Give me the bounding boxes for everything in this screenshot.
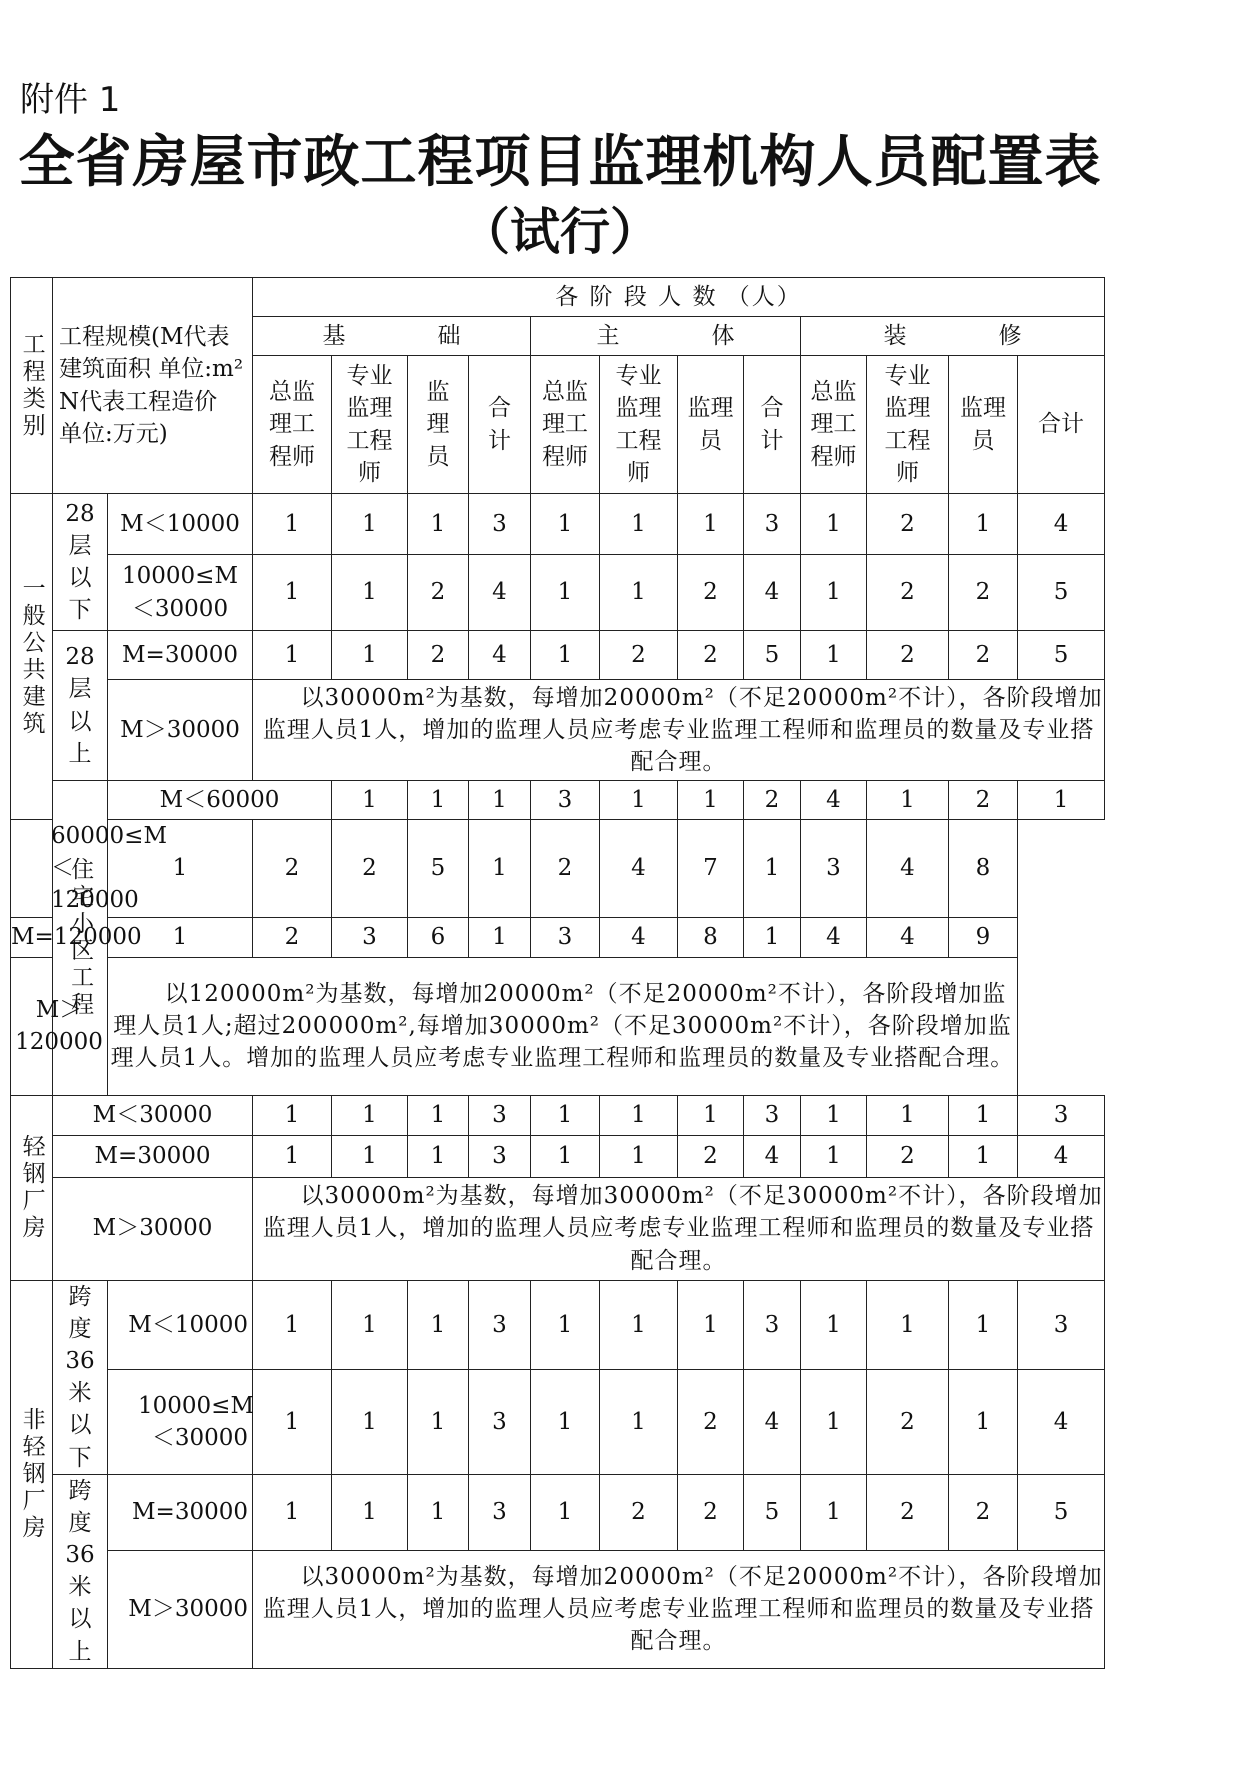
value-cell: 3 <box>332 917 408 957</box>
value-cell: 4 <box>744 1135 801 1177</box>
increment-note: 以30000m²为基数，每增加30000m²（不足30000m²不计），各阶段增加监理人员1人，增加的监理人员应考虑专业监理工程师和监理员的数量及专业搭配合理。 <box>253 1177 1105 1280</box>
value-cell: 3 <box>801 820 867 918</box>
value-cell: 4 <box>600 820 678 918</box>
value-cell: 1 <box>531 631 600 680</box>
subcategory-high: 跨度36米以上 <box>53 1474 108 1668</box>
value-cell: 4 <box>469 631 531 680</box>
header-total: 合计 <box>744 356 801 494</box>
value-cell: 2 <box>253 917 332 957</box>
increment-note: 以30000m²为基数，每增加20000m²（不足20000m²不计），各阶段增加监理人员1人，增加的监理人员应考虑专业监理工程师和监理员的数量及专业搭配合理。 <box>253 680 1105 781</box>
value-cell: 1 <box>600 1095 678 1135</box>
category-non-light-steel: 非轻钢厂房 <box>11 1280 53 1668</box>
header-chief: 总监理工程师 <box>253 356 332 494</box>
value-cell: 1 <box>332 1135 408 1177</box>
value-cell: 1 <box>531 555 600 631</box>
header-category: 工程类别 <box>11 278 53 494</box>
value-cell: 1 <box>408 781 469 820</box>
value-cell: 1 <box>1018 781 1105 820</box>
header-supervisor: 监理员 <box>949 356 1018 494</box>
scale-cell: 10000≤M＜30000 <box>108 1370 253 1475</box>
scale-cell: M=30000 <box>108 1474 253 1550</box>
value-cell: 1 <box>949 1095 1018 1135</box>
value-cell: 3 <box>469 494 531 555</box>
value-cell: 1 <box>531 1474 600 1550</box>
value-cell: 4 <box>744 1370 801 1475</box>
value-cell: 1 <box>408 1474 469 1550</box>
value-cell: 3 <box>469 1370 531 1475</box>
value-cell: 4 <box>1018 494 1105 555</box>
table-row <box>11 1177 1105 1280</box>
value-cell: 1 <box>531 1135 600 1177</box>
value-cell: 1 <box>253 631 332 680</box>
value-cell: 3 <box>531 781 600 820</box>
value-cell: 6 <box>408 917 469 957</box>
value-cell: 2 <box>949 555 1018 631</box>
table-row <box>11 555 1105 631</box>
value-cell: 2 <box>678 631 744 680</box>
value-cell: 1 <box>600 555 678 631</box>
scale-cell: M＜10000 <box>108 494 253 555</box>
value-cell: 1 <box>253 1135 332 1177</box>
value-cell: 2 <box>867 494 949 555</box>
value-cell: 4 <box>801 781 867 820</box>
value-cell: 1 <box>744 820 801 918</box>
scale-cell: M＜30000 <box>53 1095 253 1135</box>
value-cell: 1 <box>408 494 469 555</box>
value-cell: 1 <box>332 1095 408 1135</box>
value-cell: 2 <box>678 1474 744 1550</box>
value-cell: 4 <box>744 555 801 631</box>
value-cell: 1 <box>600 494 678 555</box>
table-row <box>11 1550 1105 1668</box>
value-cell: 1 <box>678 494 744 555</box>
value-cell: 8 <box>678 917 744 957</box>
value-cell: 1 <box>801 494 867 555</box>
value-cell: 4 <box>600 917 678 957</box>
header-specialist: 专业监理工程师 <box>332 356 408 494</box>
value-cell: 4 <box>1018 1135 1105 1177</box>
value-cell: 3 <box>469 1474 531 1550</box>
value-cell: 1 <box>253 494 332 555</box>
subcategory-low: 跨度36米以下 <box>53 1280 108 1474</box>
value-cell: 2 <box>408 631 469 680</box>
value-cell: 2 <box>949 781 1018 820</box>
scale-cell: 60000≤M＜120000 <box>11 820 108 918</box>
value-cell: 5 <box>744 1474 801 1550</box>
value-cell: 3 <box>744 1280 801 1370</box>
table-row <box>11 631 1105 680</box>
scale-cell: M＞120000 <box>11 957 108 1095</box>
value-cell: 1 <box>801 1370 867 1475</box>
page-title: 全省房屋市政工程项目监理机构人员配置表 <box>18 130 1102 195</box>
table-row <box>11 1135 1105 1177</box>
value-cell: 1 <box>867 781 949 820</box>
value-cell: 1 <box>801 1280 867 1370</box>
value-cell: 1 <box>744 917 801 957</box>
value-cell: 1 <box>469 820 531 918</box>
value-cell: 1 <box>332 555 408 631</box>
value-cell: 1 <box>678 1280 744 1370</box>
value-cell: 2 <box>600 631 678 680</box>
subcategory-high: 28层以上 <box>53 631 108 781</box>
category-public: 一般公共建筑 <box>11 494 53 820</box>
value-cell: 1 <box>253 1370 332 1475</box>
value-cell: 3 <box>744 1095 801 1135</box>
value-cell: 1 <box>253 1474 332 1550</box>
value-cell: 1 <box>678 1095 744 1135</box>
scale-cell: 10000≤M＜30000 <box>108 555 253 631</box>
value-cell: 1 <box>408 1095 469 1135</box>
value-cell: 5 <box>1018 555 1105 631</box>
value-cell: 2 <box>408 555 469 631</box>
value-cell: 1 <box>531 494 600 555</box>
table-row <box>11 820 1105 918</box>
scale-cell: M=30000 <box>108 631 253 680</box>
table-row <box>11 680 1105 781</box>
increment-note: 以30000m²为基数，每增加20000m²（不足20000m²不计），各阶段增加监理人员1人，增加的监理人员应考虑专业监理工程师和监理员的数量及专业搭配合理。 <box>253 1550 1105 1668</box>
subcategory-low: 28层以下 <box>53 494 108 631</box>
value-cell: 1 <box>867 1280 949 1370</box>
value-cell: 2 <box>253 820 332 918</box>
value-cell: 3 <box>531 917 600 957</box>
value-cell: 1 <box>531 1280 600 1370</box>
value-cell: 2 <box>678 555 744 631</box>
value-cell: 2 <box>867 555 949 631</box>
value-cell: 5 <box>1018 631 1105 680</box>
value-cell: 2 <box>678 1370 744 1475</box>
value-cell: 1 <box>949 1280 1018 1370</box>
attachment-label: 附件 1 <box>20 80 121 120</box>
header-total: 合计 <box>1018 356 1105 494</box>
value-cell: 2 <box>949 1474 1018 1550</box>
value-cell: 1 <box>332 1280 408 1370</box>
value-cell: 1 <box>253 1280 332 1370</box>
scale-cell: M=30000 <box>53 1135 253 1177</box>
scale-cell: M＞30000 <box>108 680 253 781</box>
value-cell: 2 <box>867 631 949 680</box>
value-cell: 5 <box>744 631 801 680</box>
value-cell: 1 <box>408 1280 469 1370</box>
value-cell: 3 <box>1018 1095 1105 1135</box>
value-cell: 3 <box>744 494 801 555</box>
value-cell: 1 <box>408 1370 469 1475</box>
value-cell: 2 <box>949 631 1018 680</box>
table-row <box>11 1280 1105 1370</box>
value-cell: 1 <box>949 494 1018 555</box>
value-cell: 1 <box>332 494 408 555</box>
value-cell: 1 <box>801 631 867 680</box>
value-cell: 1 <box>600 1135 678 1177</box>
header-specialist: 专业监理工程师 <box>600 356 678 494</box>
category-light-steel: 轻钢厂房 <box>11 1095 53 1280</box>
value-cell: 1 <box>949 1135 1018 1177</box>
value-cell: 1 <box>678 781 744 820</box>
value-cell: 1 <box>469 781 531 820</box>
value-cell: 2 <box>867 1474 949 1550</box>
value-cell: 4 <box>801 917 867 957</box>
header-specialist: 专业监理工程师 <box>867 356 949 494</box>
page-subtitle: （试行） <box>460 203 660 261</box>
value-cell: 1 <box>801 1135 867 1177</box>
table-row <box>11 494 1105 555</box>
value-cell: 1 <box>108 917 253 957</box>
value-cell: 1 <box>332 631 408 680</box>
value-cell: 3 <box>469 1135 531 1177</box>
table-row <box>11 1474 1105 1550</box>
value-cell: 1 <box>801 1095 867 1135</box>
value-cell: 7 <box>678 820 744 918</box>
header-decoration: 装 修 <box>801 317 1105 356</box>
value-cell: 1 <box>867 1095 949 1135</box>
scale-cell: M＜10000 <box>108 1280 253 1370</box>
value-cell: 1 <box>332 1474 408 1550</box>
value-cell: 1 <box>408 1135 469 1177</box>
value-cell: 1 <box>332 781 408 820</box>
value-cell: 2 <box>332 820 408 918</box>
value-cell: 4 <box>469 555 531 631</box>
table-row <box>11 1370 1105 1475</box>
table-row <box>11 781 1105 820</box>
value-cell: 2 <box>678 1135 744 1177</box>
value-cell: 4 <box>1018 1370 1105 1475</box>
header-stages: 各 阶 段 人 数 （人） <box>253 278 1105 317</box>
value-cell: 1 <box>600 781 678 820</box>
value-cell: 1 <box>469 917 531 957</box>
increment-note: 以120000m²为基数，每增加20000m²（不足20000m²不计），各阶段增加监理人员1人;超过200000m²,每增加30000m²（不足30000m²不计），各阶段增加监理人员1人。增加的监理人员应考虑专业监理工程师和监理员的数量及专业搭配合理。 <box>108 957 1018 1095</box>
value-cell: 3 <box>1018 1280 1105 1370</box>
value-cell: 2 <box>867 1370 949 1475</box>
value-cell: 1 <box>108 820 253 918</box>
header-scale: 工程规模(M代表建筑面积 单位:m² N代表工程造价 单位:万元) <box>53 278 253 494</box>
value-cell: 3 <box>469 1280 531 1370</box>
header-total: 合计 <box>469 356 531 494</box>
value-cell: 4 <box>867 820 949 918</box>
staffing-table <box>10 277 1105 1669</box>
value-cell: 1 <box>600 1370 678 1475</box>
header-main: 主 体 <box>531 317 801 356</box>
header-supervisor: 监理员 <box>408 356 469 494</box>
value-cell: 1 <box>801 1474 867 1550</box>
header-chief: 总监理工程师 <box>531 356 600 494</box>
value-cell: 2 <box>744 781 801 820</box>
value-cell: 3 <box>469 1095 531 1135</box>
value-cell: 1 <box>531 1370 600 1475</box>
value-cell: 1 <box>253 1095 332 1135</box>
table-row <box>11 917 1105 957</box>
value-cell: 2 <box>867 1135 949 1177</box>
header-foundation: 基 础 <box>253 317 531 356</box>
scale-cell: M=120000 <box>11 917 108 957</box>
value-cell: 2 <box>531 820 600 918</box>
value-cell: 4 <box>867 917 949 957</box>
scale-cell: M＞30000 <box>53 1177 253 1280</box>
value-cell: 5 <box>1018 1474 1105 1550</box>
value-cell: 1 <box>531 1095 600 1135</box>
header-chief: 总监理工程师 <box>801 356 867 494</box>
scale-cell: M＞30000 <box>108 1550 253 1668</box>
value-cell: 1 <box>949 1370 1018 1475</box>
value-cell: 2 <box>600 1474 678 1550</box>
value-cell: 1 <box>253 555 332 631</box>
value-cell: 1 <box>801 555 867 631</box>
table-row <box>11 957 1105 1095</box>
value-cell: 1 <box>600 1280 678 1370</box>
table-row <box>11 1095 1105 1135</box>
value-cell: 1 <box>332 1370 408 1475</box>
value-cell: 5 <box>408 820 469 918</box>
scale-cell: M＜60000 <box>108 781 332 820</box>
value-cell: 8 <box>949 820 1018 918</box>
value-cell: 9 <box>949 917 1018 957</box>
category-residential: 住宅小区工程 <box>53 781 108 1096</box>
header-supervisor: 监理员 <box>678 356 744 494</box>
